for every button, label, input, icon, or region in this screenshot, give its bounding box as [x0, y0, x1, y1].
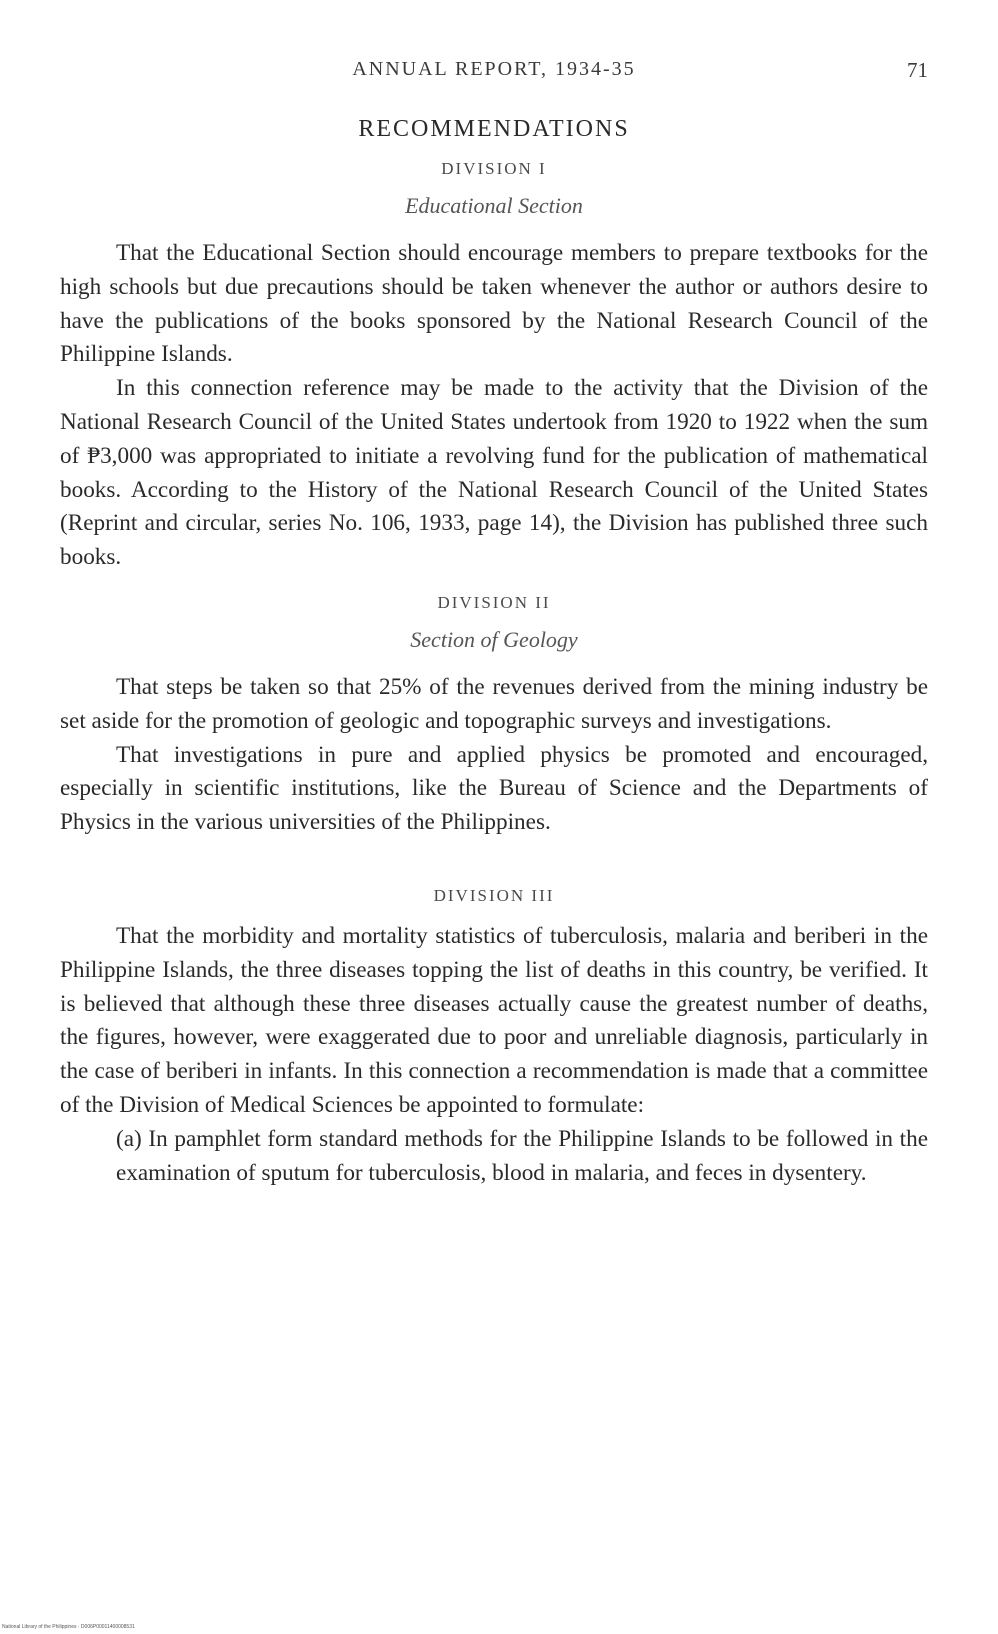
division-1 — [60, 159, 928, 575]
scan-caption: National Library of the Philippines · D006P00011400008531 — [2, 1624, 135, 1630]
division-3-paragraph-1: That the morbidity and mortality statistics of tuberculosis, malaria and beriberi in the Philippine Islands, the three diseases topping the list of deaths in this country, be verified. It is believed that although these three diseases actually cause the greatest number of deaths, the figures, however, were exaggerated due to poor and unreliable diagnosis, particularly in the case of beriberi in infants. In this connection a recommendation is made that a committee of the Division of Medical Sciences be appointed to formulate: — [60, 922, 928, 1118]
page-number: 71 — [907, 58, 928, 82]
division-2-paragraph-1: That steps be taken so that 25% of the revenues derived from the mining industry be set aside for the promotion of geologic and topographic surveys and investigations. — [60, 673, 928, 734]
division-1-paragraph-2: In this connection reference may be made to the activity that the Division of the National Research Council of the United States undertook from 1920 to 1922 when the sum of ₱3,000 was appropriated to initiate a revolving fund for the publication of mathematical books. According to the History of the National Research Council of the United States (Reprint and circular, series No. 106, 1933, page 14), the Division has published three such books. — [60, 375, 928, 571]
division-2-paragraph-2: That investigations in pure and applied physics be promoted and encouraged, especially in scientific institutions, like the Bureau of Science and the Departments of Physics in the various universities of the Philippines. — [60, 741, 928, 836]
page-title: RECOMMENDATIONS — [358, 116, 630, 142]
division-1-heading: DIVISION I — [441, 159, 547, 178]
running-header — [60, 58, 928, 94]
division-3-heading: DIVISION III — [433, 885, 555, 905]
running-title: ANNUAL REPORT, 1934-35 — [352, 58, 636, 80]
division-3 — [60, 886, 928, 1190]
list-item-text: In pamphlet form standard methods for the Philippine Islands to be followed in the examination of sputum for tuberculosis, blood in malaria, and feces in dysentery. — [116, 1125, 928, 1186]
division-2 — [60, 593, 928, 840]
division-2-heading: DIVISION II — [437, 592, 551, 612]
list-marker: (a) — [116, 1125, 142, 1152]
division-1-paragraph-1: That the Educational Section should encourage members to prepare textbooks for the high schools but due precautions should be taken whenever the author or authors desire to have the publications of the books sponsored by the National Research Council of the Philippine Islands. — [60, 240, 928, 368]
document-page — [60, 58, 928, 1208]
division-3-list-item-a — [116, 1123, 928, 1191]
division-2-section-heading: Section of Geology — [410, 626, 578, 652]
division-1-section-heading: Educational Section — [405, 193, 583, 218]
